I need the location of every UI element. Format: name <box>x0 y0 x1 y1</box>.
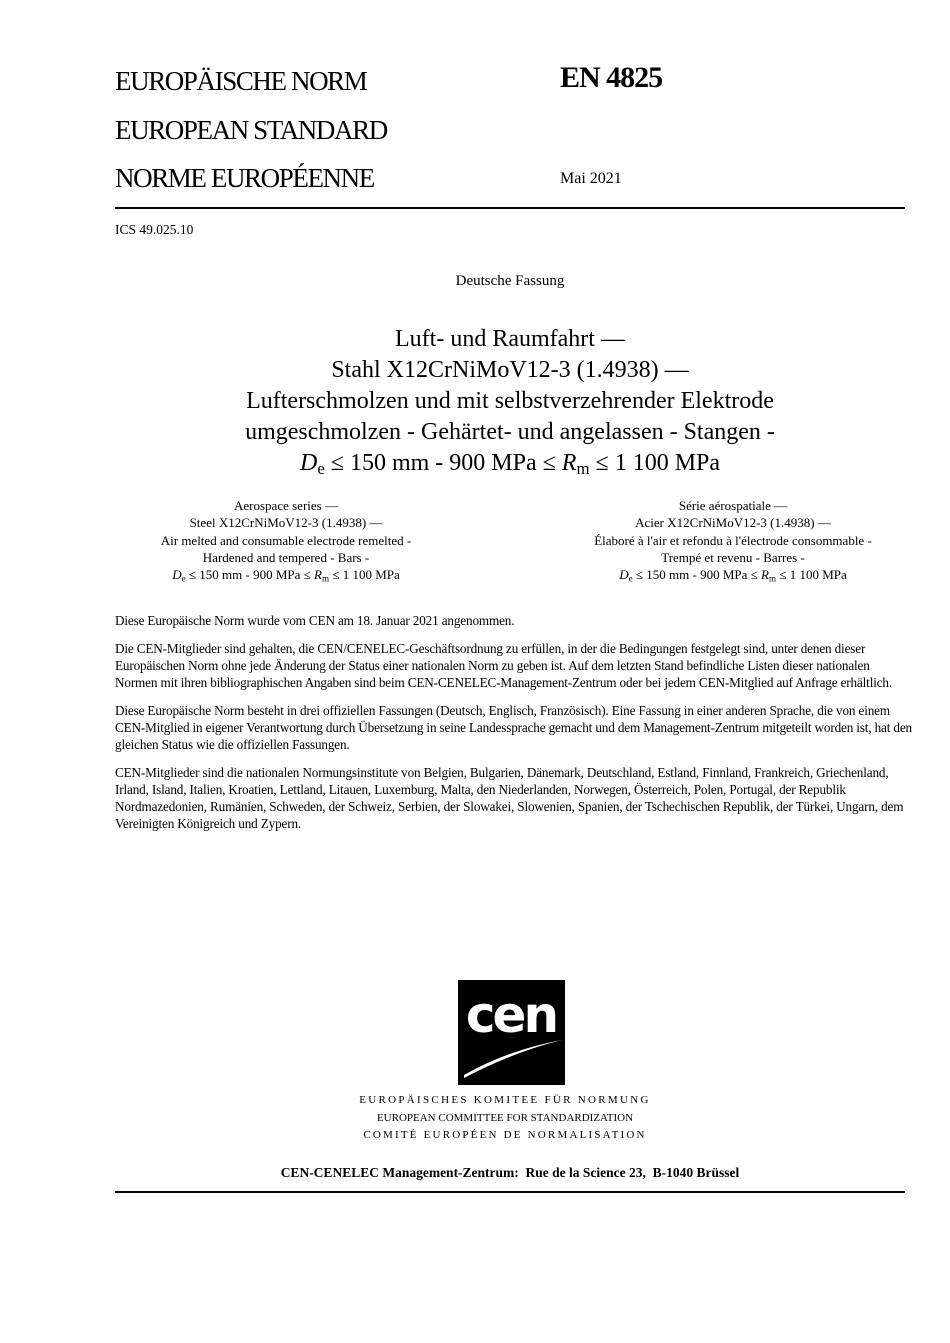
divider-top <box>115 207 905 209</box>
version-label: Deutsche Fassung <box>455 273 565 289</box>
title-line: umgeschmolzen - Gehärtet- und angelassen - Stangen - <box>245 419 775 445</box>
standard-number: EN 4825 <box>560 61 663 94</box>
title-line: Luft- und Raumfahrt — <box>395 326 625 352</box>
cen-logo <box>458 980 565 1085</box>
svg-text:cen: cen <box>465 986 557 1044</box>
paragraph: Diese Europäische Norm besteht in drei offiziellen Fassungen (Deutsch, Englisch, Französisch). Eine Fassung in einer anderen Sprache, die von einem CEN-Mitglied in eigener Verantwortung durch Übersetzung in seine Landessprache gemacht und dem Management-Zentrum mitgeteilt worden ist, hat den gleichen Status wie die offiziellen Fassungen. <box>115 703 913 752</box>
title-line: $D_e \le 150$ mm - 900 MPa ≤ $R_m \le 1$ 100 MPa <box>299 450 721 479</box>
ics-code: ICS 49.025.10 <box>115 222 194 237</box>
publication-date: Mai 2021 <box>560 170 622 187</box>
divider-bottom <box>115 1191 905 1193</box>
paragraph: CEN-Mitglieder sind die nationalen Normungsinstitute von Belgien, Bulgarien, Dänemark, Deutschland, Estland, Finnland, Frankreich, Griechenland, Irland, Island, Italien, Kroatien, Lettland, Litauen, Luxemburg, Malta, den Niederlanden, Norwegen, Österreich, Polen, Portugal, der Republik Nordmazedonien, Rumänien, Schweden, der Schweiz, Serbien, der Slowakei, Slowenien, Spanien, der Tschechischen Republik, der Türkei, Ungarn, dem Vereinigten Königreich und Zypern. <box>115 765 904 831</box>
paragraph: Diese Europäische Norm wurde vom CEN am 18. Januar 2021 angenommen. <box>115 613 515 628</box>
header-name-en: EUROPEAN STANDARD <box>115 115 387 145</box>
french-title: Série aérospatiale — Acier X12CrNiMoV12-3 (1.4938) — Élaboré à l'air et refondu à l'électrode consommable - Trempé et revenu - Barres - $D_e \le 150$ mm - 900 MPa ≤ $R_m \le 1$ 100 MPa <box>594 498 872 584</box>
paragraph: Die CEN-Mitglieder sind gehalten, die CEN/CENELEC-Geschäftsordnung zu erfüllen, in der die Bedingungen festgelegt sind, unter denen dieser Europäischen Norm ohne jede Änderung der Status einer nationalen Norm zu geben ist. Auf dem letzten Stand befindliche Listen dieser nationalen Normen mit ihren bibliographischen Angaben sind beim CEN-CENELEC-Management-Zentrum oder bei jedem CEN-Mitglied auf Anfrage erhältlich. <box>115 641 893 690</box>
cen-organization-names: EUROPÄISCHES KOMITEE FÜR NORMUNG EUROPEAN COMMITTEE FOR STANDARDIZATION COMITÉ EUROPÉEN DE NORMALISATION <box>359 1094 651 1141</box>
english-title: Aerospace series — Steel X12CrNiMoV12-3 (1.4938) — Air melted and consumable electrode remelted - Hardened and tempered - Bars - $D_e \le 150$ mm - 900 MPa ≤ $R_m \le 1$ 100 MPa <box>160 498 412 584</box>
document-title <box>110 324 910 479</box>
body-text <box>115 612 915 843</box>
management-address: CEN-CENELEC Management-Zentrum: Rue de la Science 23, B-1040 Brüssel <box>280 1165 740 1180</box>
header-name-fr: NORME EUROPÉENNE <box>115 163 374 193</box>
title-line: Lufterschmolzen und mit selbstverzehrender Elektrode <box>246 388 774 414</box>
header-name-de: EUROPÄISCHE NORM <box>115 66 367 96</box>
title-line: Stahl X12CrNiMoV12-3 (1.4938) — <box>331 357 689 383</box>
